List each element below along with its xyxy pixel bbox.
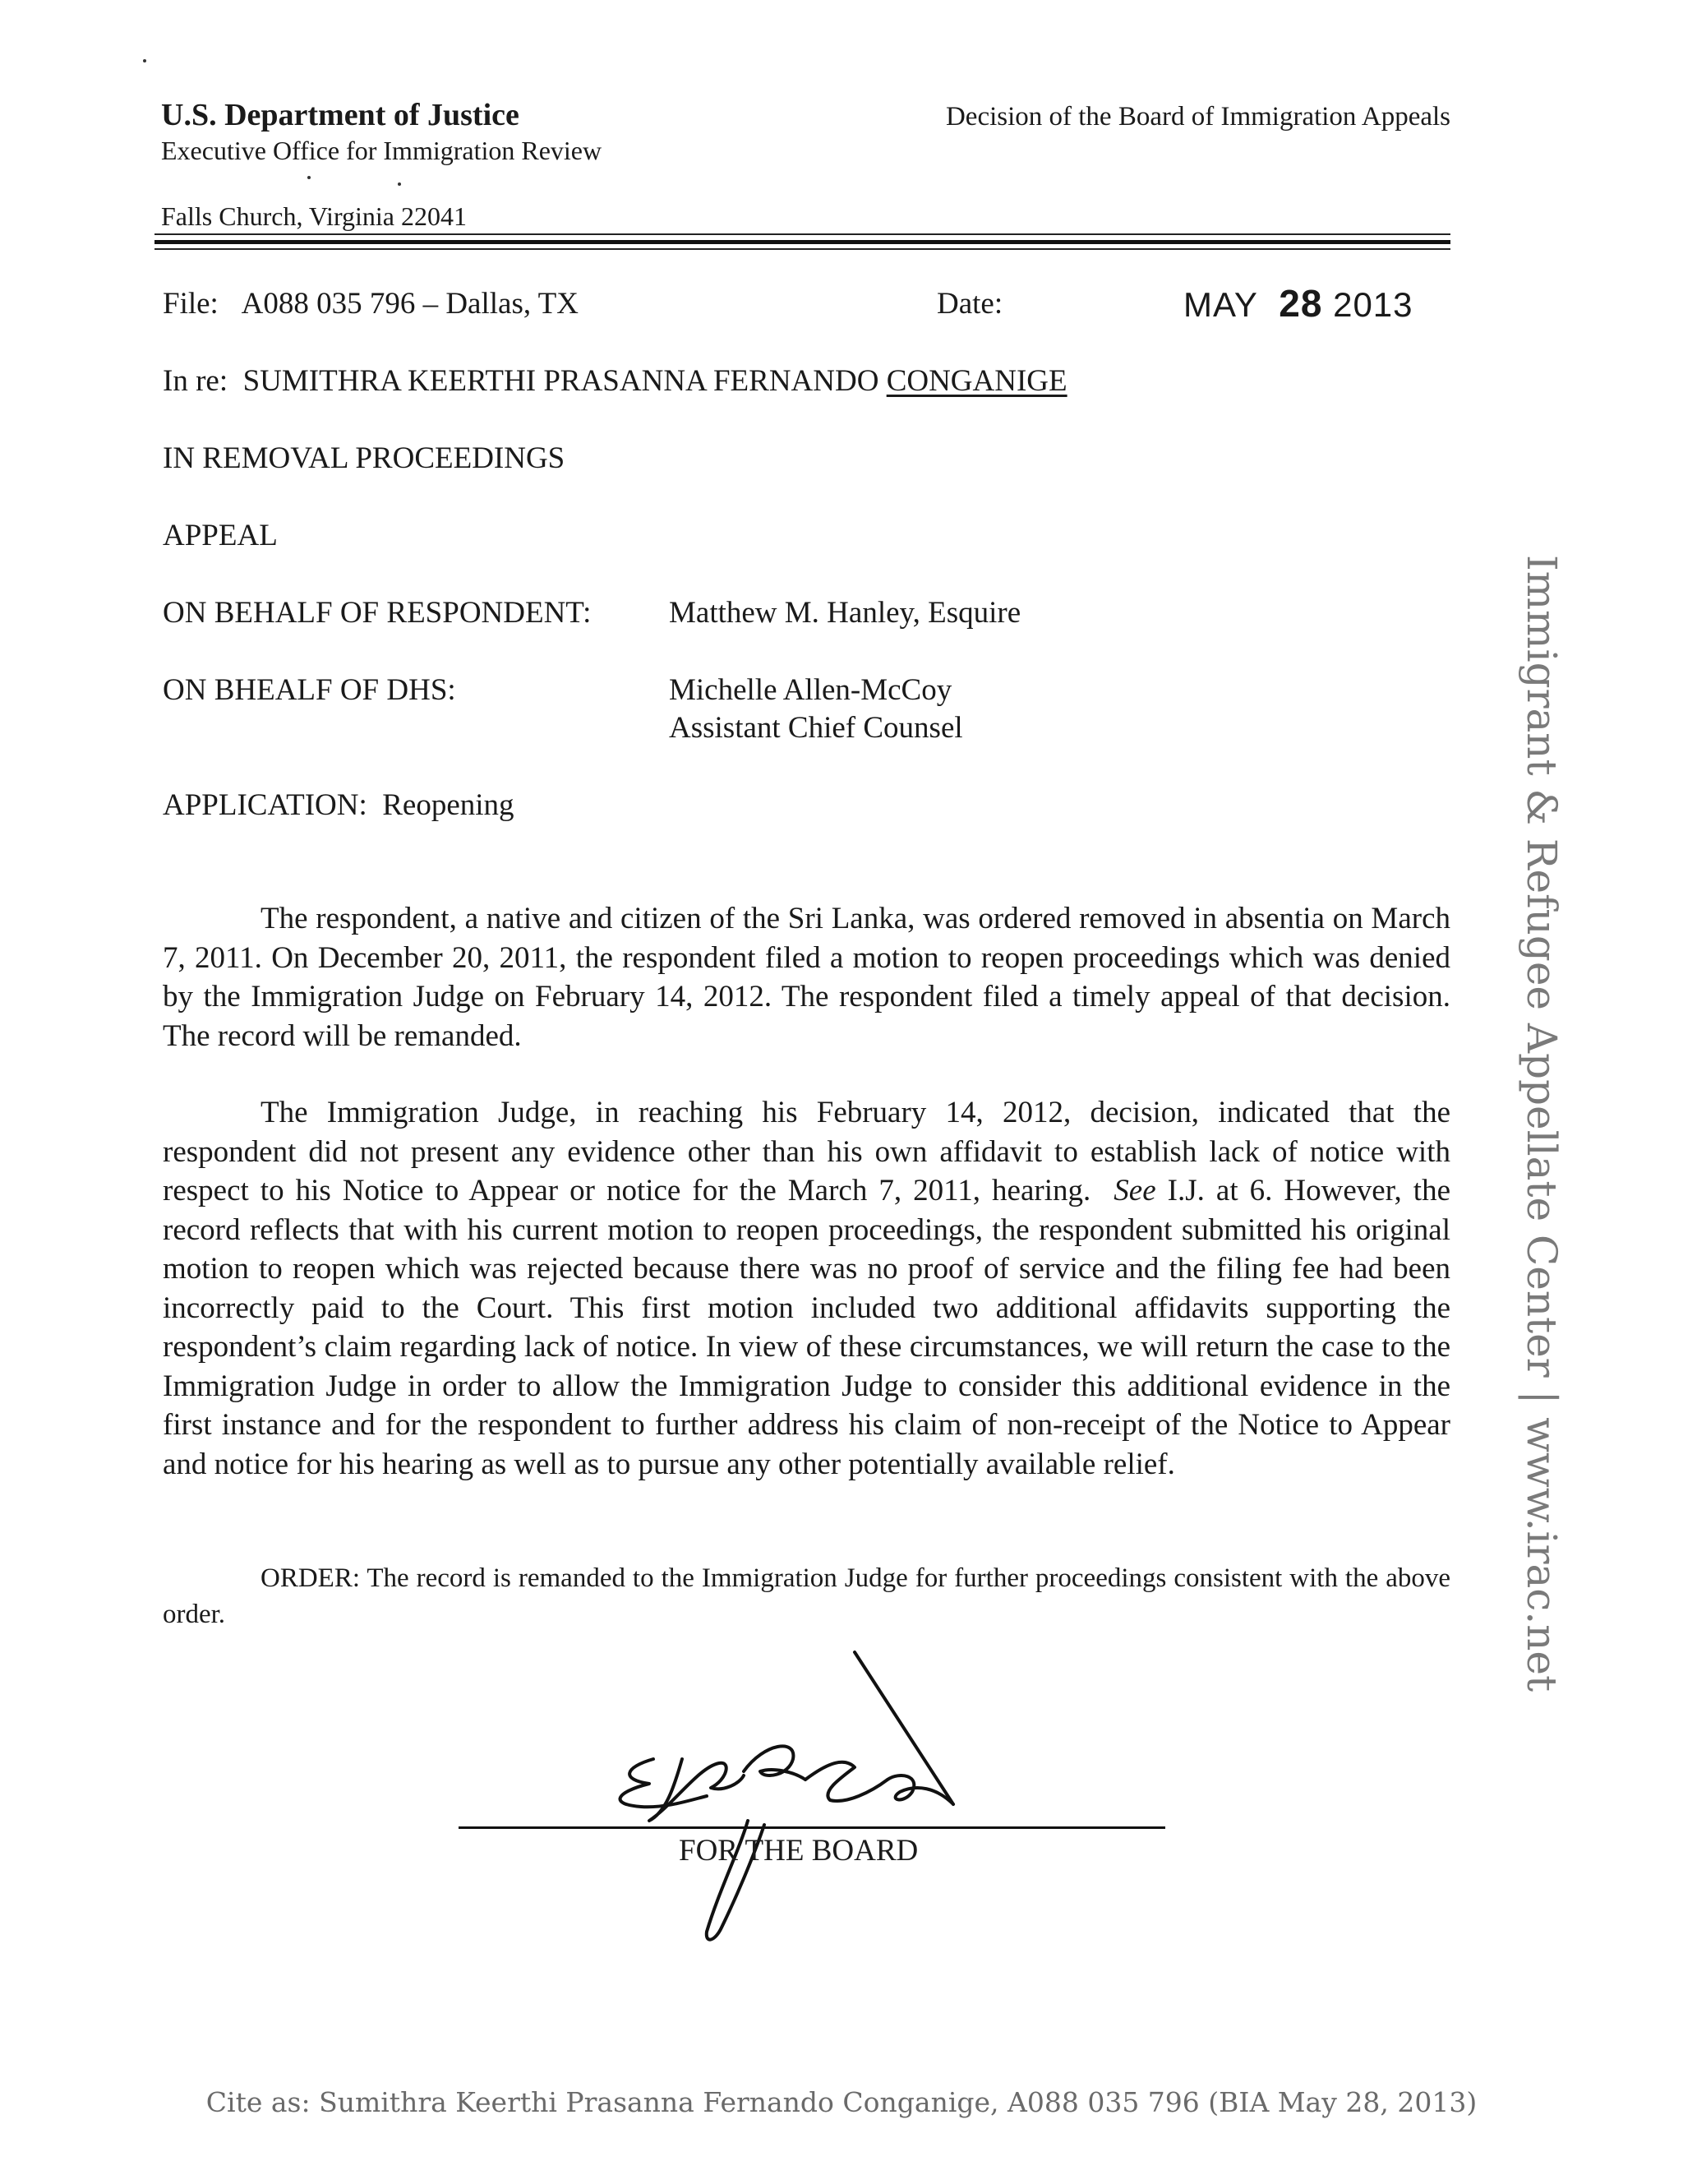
in-re-line [163, 362, 1067, 400]
paragraph-2-part-a: The Immigration Judge, in reaching his February 14, 2012, decision, indicated that the respondent did not present any evidence other than his own affidavit to establish lack of notice with respect to his Notice to Appear or notice for the March 7, 2011, hearing. [163, 1096, 1450, 1207]
order-paragraph: ORDER: The record is remanded to the Immigration Judge for further proceedings consistent with the above order. [163, 1563, 1450, 1629]
for-the-board: FOR THE BOARD [679, 1834, 919, 1868]
inre-surname: CONGANIGE [886, 364, 1067, 398]
see-signal: See [1114, 1174, 1156, 1207]
header-rule-thick [154, 240, 1450, 244]
header-rule-thin [154, 233, 1450, 235]
office-city: Falls Church, Virginia 22041 [161, 201, 467, 231]
paragraph-2 [163, 1093, 1450, 1484]
respondent-counsel: Matthew M. Hanley, Esquire [669, 596, 1021, 630]
file-value: A088 035 796 – Dallas, TX [241, 287, 579, 321]
inre-label: In re: [163, 364, 228, 398]
date-month: MAY [1183, 285, 1258, 324]
dhs-counsel-title: Assistant Chief Counsel [669, 711, 963, 745]
date-stamp [1183, 283, 1413, 326]
office-name: Executive Office for Immigration Review [161, 136, 602, 165]
application-line [163, 786, 514, 824]
date-year: 2013 [1333, 285, 1413, 324]
dhs-counsel-name: Michelle Allen-McCoy [669, 673, 952, 707]
paragraph-2-part-b: I.J. at 6. However, the record reflects that with his current motion to reopen proceedings, the respondent submitted his original motion to reopen which was rejected because there was no proof of service and the filing fee had been incorrectly paid to the Court. This first motion included two additional affidavits supporting the respondent’s claim regarding lack of notice. In view of these circumstances, we will return the case to the Immigration Judge in order to allow the Immigration Judge to consider this additional evidence in the first instance and for the respondent to further address his claim of non-receipt of the Notice to Appear and notice for his hearing as well as to pursue any other potentially available relief. [163, 1174, 1451, 1481]
file-line [163, 284, 579, 323]
file-label: File: [163, 287, 219, 321]
paragraph-1: The respondent, a native and citizen of the Sri Lanka, was ordered removed in absentia on March 7, 2011. On December 20, 2011, the respondent filed a motion to reopen proceedings which was denied by the Immigration Judge on February 14, 2012. The respondent filed a timely appeal of that decision. The record will be remanded. [163, 902, 1450, 1053]
scan-speck [307, 176, 311, 179]
handwritten-signature [575, 1636, 1003, 1965]
appeal-heading: APPEAL [163, 519, 278, 552]
application-value: Reopening [382, 788, 514, 822]
proceedings-type: IN REMOVAL PROCEEDINGS [163, 441, 565, 475]
scan-speck [143, 59, 146, 62]
respondent-label: ON BEHALF OF RESPONDENT: [163, 596, 592, 630]
scan-speck [398, 182, 401, 186]
application-label: APPLICATION: [163, 788, 367, 822]
decision-title: Decision of the Board of Immigration Appeals [945, 102, 1450, 132]
agency-name: U.S. Department of Justice [161, 98, 519, 132]
dhs-label: ON BHEALF OF DHS: [163, 673, 456, 707]
signature-line [459, 1826, 1165, 1829]
side-watermark: Immigrant & Refugee Appellate Center | www.irac.net [1518, 555, 1565, 1692]
date-day: 28 [1279, 282, 1323, 325]
citation-footer: Cite as: Sumithra Keerthi Prasanna Fernando Conganige, A088 035 796 (BIA May 28, 2013) [205, 2086, 1478, 2118]
header-rule-thin [154, 248, 1450, 250]
inre-name: SUMITHRA KEERTHI PRASANNA FERNANDO [242, 364, 879, 398]
date-label: Date: [937, 287, 1003, 321]
